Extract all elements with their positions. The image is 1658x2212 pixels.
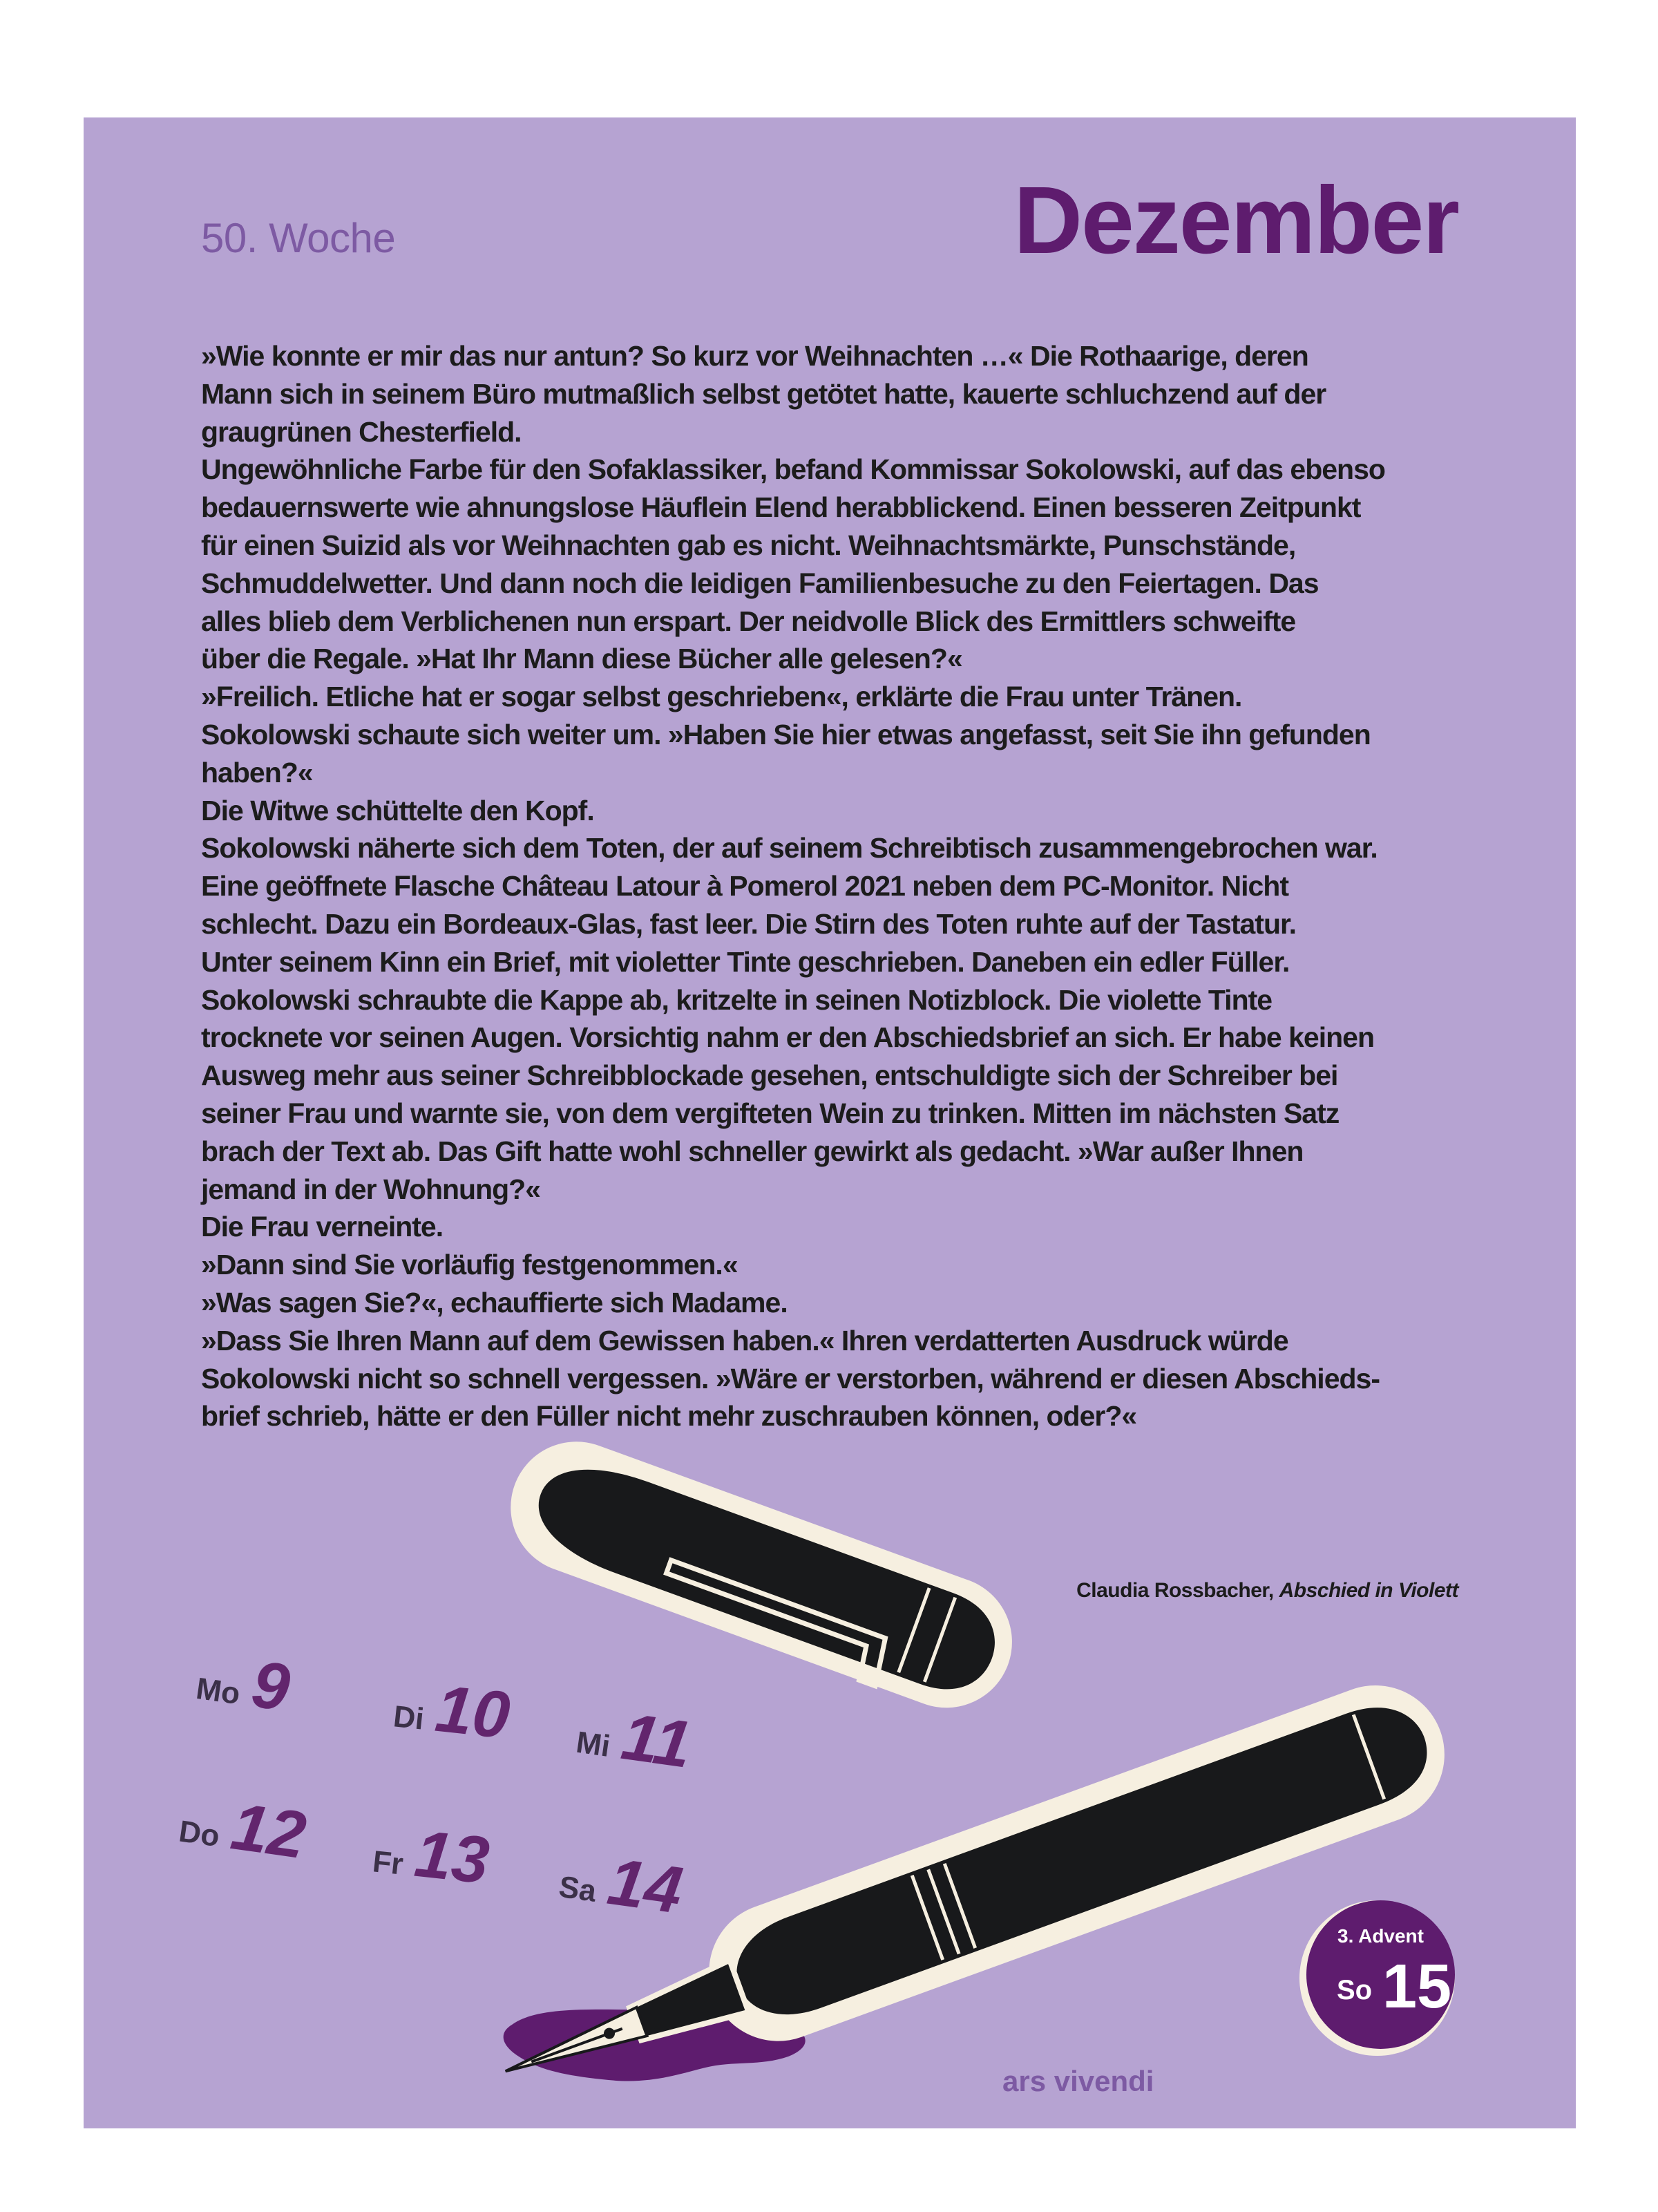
fountain-pen-illustration: [84, 117, 1576, 2128]
story-line: Eine geöffnete Flasche Château Latour à Pomerol 2021 neben dem PC-Monitor. Nicht: [201, 870, 1288, 902]
pen-cap-icon: [493, 1423, 1031, 1726]
day-number: 14: [603, 1844, 687, 1928]
month-title: Dezember: [1013, 167, 1458, 274]
credit-author: Claudia Rossbacher,: [1076, 1579, 1274, 1602]
story-line: bedauernswerte wie ahnungslose Häuflein Elend herabblickend. Einen besseren Zeitpunkt: [201, 491, 1361, 524]
story-line: Unter seinem Kinn ein Brief, mit violetter Tinte geschrieben. Daneben ein edler Füller.: [201, 945, 1290, 978]
credit-title: Abschied in Violett: [1279, 1579, 1458, 1602]
story-line: »Dann sind Sie vorläufig festgenommen.«: [201, 1249, 738, 1281]
day-name: Fr: [371, 1844, 405, 1882]
story-line: haben?«: [201, 756, 313, 788]
day-name: Mo: [193, 1671, 242, 1712]
day-name: Sa: [557, 1869, 599, 1909]
story-line: Mann sich in seinem Büro mutmaßlich selbst getötet hatte, kauerte schluchzend auf der: [201, 377, 1326, 410]
advent-sunday-badge: [1299, 1900, 1455, 2056]
advent-circle: [1306, 1900, 1455, 2049]
day-number: 11: [617, 1699, 696, 1782]
day-name: So: [1337, 1975, 1373, 2005]
story-line: brief schrieb, hätte er den Füller nicht mehr zuschrauben können, oder?«: [201, 1400, 1137, 1433]
day-number: 10: [432, 1671, 513, 1753]
story-line: für einen Suizid als vor Weihnachten gab es nicht. Weihnachtsmärkte, Punschstände,: [201, 529, 1296, 561]
story-line: »Wie konnte er mir das nur antun? So kurz vor Weihnachten …« Die Rothaarige, deren: [201, 340, 1308, 372]
story-line: Sokolowski nicht so schnell vergessen. »Wäre er verstorben, während er diesen Abschieds-: [201, 1362, 1380, 1395]
calendar-page: [84, 117, 1576, 2128]
story-line: seiner Frau und warnte sie, von dem vergifteten Wein zu trinken. Mitten im nächsten Satz: [201, 1097, 1340, 1129]
day-number: 15: [1382, 1952, 1452, 2021]
day-number: 9: [247, 1647, 294, 1726]
day-friday: [370, 1812, 493, 1900]
story-line: jemand in der Wohnung?«: [201, 1173, 541, 1205]
day-name: Di: [392, 1699, 426, 1737]
story-line: »Dass Sie Ihren Mann auf dem Gewissen haben.« Ihren verdatterten Ausdruck würde: [201, 1324, 1288, 1356]
story-line: Die Witwe schüttelte den Kopf.: [201, 794, 594, 826]
publisher-logo: ars vivendi: [1002, 2065, 1154, 2097]
story-line: alles blieb dem Verblichenen nun erspart. Der neidvolle Blick des Ermittlers schweifte: [201, 605, 1296, 637]
day-name: Do: [177, 1814, 222, 1854]
day-number: 13: [411, 1816, 493, 1898]
week-number: 50. Woche: [201, 215, 396, 261]
advent-label: 3. Advent: [1337, 1925, 1424, 1947]
story-line: brach der Text ab. Das Gift hatte wohl schneller gewirkt als gedacht. »War außer Ihnen: [201, 1135, 1304, 1167]
day-name: Mi: [573, 1725, 613, 1764]
story-line: Sokolowski schraubte die Kappe ab, kritzelte in seinen Notizblock. Die violette Tinte: [201, 983, 1273, 1016]
story-line: graugrünen Chesterfield.: [201, 415, 522, 448]
story-line: Ungewöhnliche Farbe für den Sofaklassiker, befand Kommissar Sokolowski, auf das ebenso: [201, 453, 1385, 486]
story-line: »Freilich. Etliche hat er sogar selbst geschrieben«, erklärte die Frau unter Tränen.: [201, 681, 1242, 713]
story-line: trocknete vor seinen Augen. Vorsichtig nahm er den Abschiedsbrief an sich. Er habe keinen: [201, 1021, 1375, 1054]
story-line: Schmuddelwetter. Und dann noch die leidigen Familienbesuche zu den Feiertagen. Das: [201, 567, 1319, 599]
day-number: 12: [227, 1789, 311, 1873]
day-monday: [193, 1638, 294, 1726]
day-wednesday: [573, 1692, 696, 1784]
story-line: Sokolowski schaute sich weiter um. »Haben Sie hier etwas angefasst, seit Sie ihn gefunden: [201, 718, 1371, 750]
story-line: Ausweg mehr aus seiner Schreibblockade gesehen, entschuldigte sich der Schreiber bei: [201, 1059, 1338, 1092]
story-line: Die Frau verneinte.: [201, 1211, 444, 1243]
story-line: schlecht. Dazu ein Bordeaux-Glas, fast leer. Die Stirn des Toten ruhte auf der Tastatur.: [201, 907, 1297, 940]
story-line: über die Regale. »Hat Ihr Mann diese Bücher alle gelesen?«: [201, 643, 962, 675]
story-line: Sokolowski näherte sich dem Toten, der auf seinem Schreibtisch zusammengebrochen war.: [201, 832, 1378, 864]
story-line: »Was sagen Sie?«, echauffierte sich Madame.: [201, 1286, 788, 1318]
day-tuesday: [391, 1667, 513, 1755]
